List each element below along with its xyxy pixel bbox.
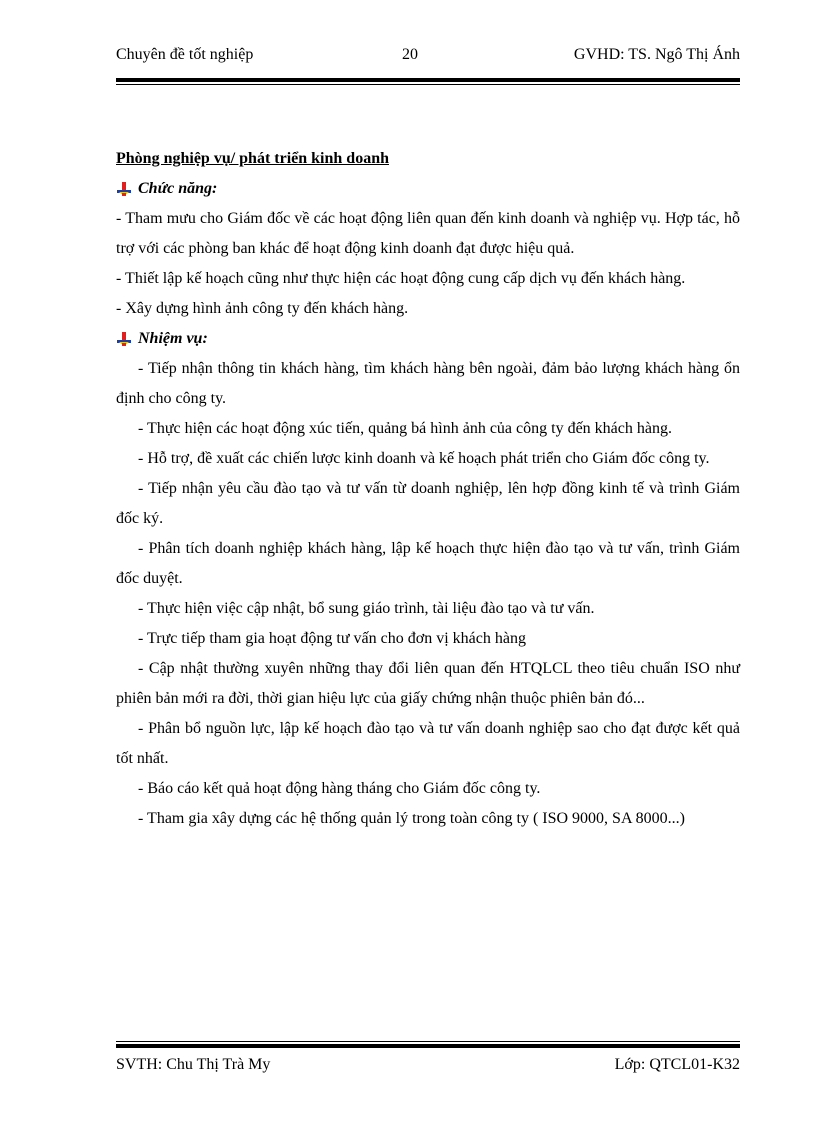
duty-item: - Hỗ trợ, đề xuất các chiến lược kinh doanh và kế hoạch phát triển cho Giám đốc công ty. <box>138 450 710 467</box>
duty-item: - Thực hiện các hoạt động xúc tiến, quảng bá hình ảnh của công ty đến khách hàng. <box>138 420 672 437</box>
duty-item: - Tiếp nhận thông tin khách hàng, tìm khách hàng bên ngoài, đảm bảo lượng khách hàng ổn định cho công ty. <box>116 360 740 407</box>
plus-arrow-bullet-icon <box>116 181 132 197</box>
footer-class: Lớp: QTCL01-K32 <box>614 1056 740 1073</box>
footer-student: SVTH: Chu Thị Trà My <box>116 1056 271 1073</box>
page-footer <box>116 1056 740 1080</box>
function-heading: Chức năng: <box>138 180 218 197</box>
duty-item: - Thực hiện việc cập nhật, bổ sung giáo trình, tài liệu đào tạo và tư vấn. <box>138 600 595 617</box>
duty-item: - Phân tích doanh nghiệp khách hàng, lập kế hoạch thực hiện đào tạo và tư vấn, trình Giám đốc duyệt. <box>116 540 740 587</box>
plus-arrow-bullet-icon <box>116 331 132 347</box>
page-header <box>116 46 740 70</box>
function-item: - Thiết lập kế hoạch cũng như thực hiện các hoạt động cung cấp dịch vụ đến khách hàng. <box>116 270 686 287</box>
duty-item: - Cập nhật thường xuyên những thay đổi liên quan đến HTQLCL theo tiêu chuẩn ISO như phiên bản mới ra đời, thời gian hiệu lực của giấy chứng nhận thuộc phiên bản đó... <box>116 660 740 707</box>
duty-item: - Tham gia xây dựng các hệ thống quản lý trong toàn công ty ( ISO 9000, SA 8000...) <box>138 810 685 827</box>
duty-heading-row <box>116 324 740 354</box>
duty-item: - Báo cáo kết quả hoạt động hàng tháng cho Giám đốc công ty. <box>138 780 541 797</box>
function-item: - Tham mưu cho Giám đốc về các hoạt động liên quan đến kinh doanh và nghiệp vụ. Hợp tác, hỗ trợ với các phòng ban khác để hoạt động kinh doanh đạt được hiệu quả. <box>116 210 740 257</box>
function-heading-row <box>116 174 740 204</box>
section-title: Phòng nghiệp vụ/ phát triển kinh doanh <box>116 150 389 167</box>
header-advisor: GVHD: TS. Ngô Thị Ánh <box>573 46 740 63</box>
footer-double-rule <box>116 1041 740 1048</box>
header-double-rule <box>116 78 740 85</box>
header-doc-title: Chuyên đề tốt nghiệp <box>116 46 254 63</box>
duty-heading: Nhiệm vụ: <box>138 330 208 347</box>
header-page-number: 20 <box>402 46 418 63</box>
page-content <box>116 144 740 834</box>
duty-item: - Tiếp nhận yêu cầu đào tạo và tư vấn từ doanh nghiệp, lên hợp đồng kinh tế và trình Giám đốc ký. <box>116 480 740 527</box>
function-item: - Xây dựng hình ảnh công ty đến khách hàng. <box>116 300 409 317</box>
duty-item: - Phân bổ nguồn lực, lập kế hoạch đào tạo và tư vấn doanh nghiệp sao cho đạt được kết quả tốt nhất. <box>116 720 740 767</box>
duty-item: - Trực tiếp tham gia hoạt động tư vấn cho đơn vị khách hàng <box>138 630 526 647</box>
